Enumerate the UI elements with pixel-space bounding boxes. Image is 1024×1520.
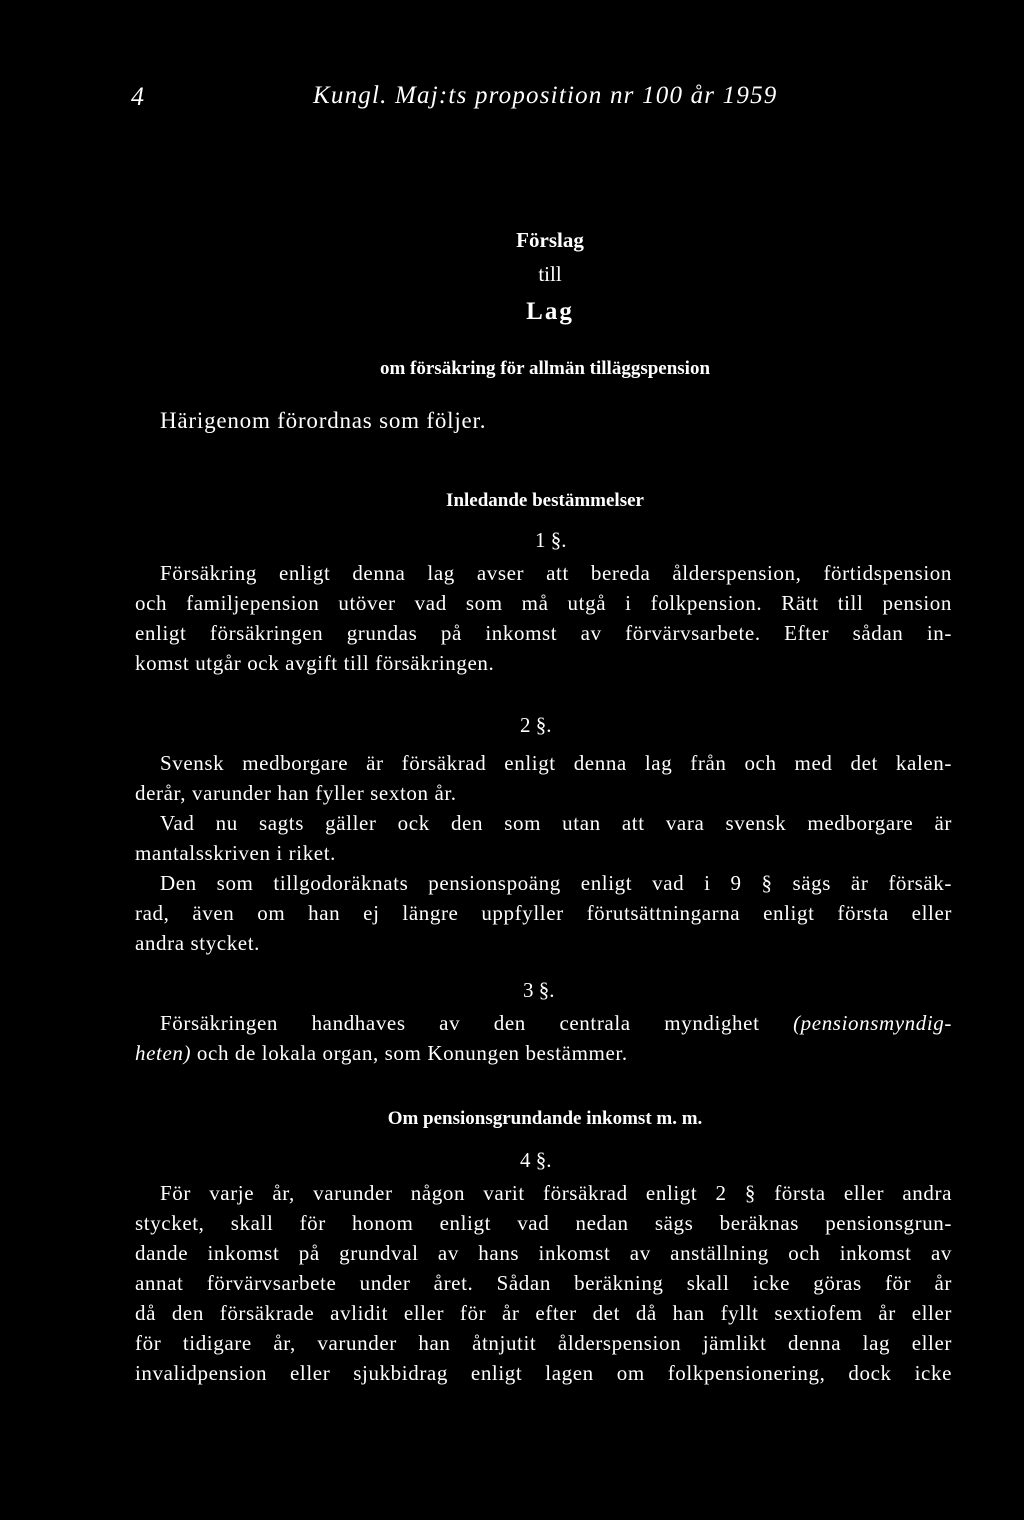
paragraph-line bbox=[135, 1008, 952, 1038]
paragraph-line: andra stycket. bbox=[135, 931, 261, 955]
paragraph-line: stycket, skall för honom enligt vad nedan sägs beräknas pensionsgrun- bbox=[135, 1211, 952, 1235]
running-title: Kungl. Maj:ts proposition nr 100 år 1959 bbox=[313, 82, 778, 109]
paragraph-2 bbox=[135, 748, 952, 958]
paragraph-line: dande inkomst på grundval av hans inkomst av anställning och inkomst av bbox=[135, 1241, 952, 1265]
paragraph-line: och familjepension utöver vad som må utgå i folkpension. Rätt till pension bbox=[135, 591, 952, 615]
paragraph-4 bbox=[135, 1178, 952, 1388]
paragraph-line: Vad nu sagts gäller ock den som utan att vara svensk medborgare är bbox=[160, 811, 952, 835]
paragraph-line: mantalsskriven i riket. bbox=[135, 841, 337, 865]
page-number: 4 bbox=[131, 82, 144, 111]
paragraph-text: Försäkringen handhaves av den centrala myndighet bbox=[160, 1011, 794, 1035]
paragraph-line: För varje år, varunder någon varit försäkrad enligt 2 § första eller andra bbox=[160, 1181, 952, 1205]
paragraph-number-3: 3 §. bbox=[523, 978, 555, 1002]
paragraph-line: invalidpension eller sjukbidrag enligt lagen om folkpensionering, dock icke bbox=[135, 1361, 952, 1385]
paragraph-line: enligt försäkringen grundas på inkomst av förvärvsarbete. Efter sådan in- bbox=[135, 621, 952, 645]
paragraph-line: rad, även om han ej längre uppfyller förutsättningarna enligt första eller bbox=[135, 901, 952, 925]
paragraph-number-2: 2 §. bbox=[520, 713, 552, 737]
proposal-till: till bbox=[538, 262, 562, 286]
paragraph-line: då den försäkrade avlidit eller för år efter det då han fyllt sextiofem år eller bbox=[135, 1301, 952, 1325]
section-heading-pensionsgrundande: Om pensionsgrundande inkomst m. m. bbox=[387, 1108, 703, 1129]
paragraph-number-4: 4 §. bbox=[520, 1148, 552, 1172]
section-heading-inledande: Inledande bestämmelser bbox=[446, 490, 644, 511]
paragraph-italic-term: heten) bbox=[135, 1041, 192, 1065]
paragraph-line: för tidigare år, varunder han åtnjutit ålderspension jämlikt denna lag eller bbox=[135, 1331, 952, 1355]
paragraph-1 bbox=[135, 558, 952, 678]
paragraph-3 bbox=[135, 1008, 952, 1068]
paragraph-number-1: 1 §. bbox=[535, 528, 567, 552]
paragraph-line: derår, varunder han fyller sexton år. bbox=[135, 781, 457, 805]
law-heading: Lag bbox=[526, 298, 574, 325]
paragraph-line: Försäkring enligt denna lag avser att bereda ålderspension, förtidspension bbox=[160, 561, 952, 585]
paragraph-text: och de lokala organ, som Konungen bestämmer. bbox=[191, 1041, 628, 1065]
paragraph-line: komst utgår ock avgift till försäkringen. bbox=[135, 651, 495, 675]
paragraph-line: Svensk medborgare är försäkrad enligt denna lag från och med det kalen- bbox=[160, 751, 952, 775]
proposal-heading: Förslag bbox=[516, 228, 584, 252]
paragraph-line bbox=[135, 1038, 952, 1068]
paragraph-italic-term: (pensionsmyndig- bbox=[793, 1011, 952, 1035]
paragraph-line: annat förvärvsarbete under året. Sådan beräkning skall icke göras för år bbox=[135, 1271, 952, 1295]
intro-text: Härigenom förordnas som följer. bbox=[160, 408, 487, 433]
law-subtitle: om försäkring för allmän tilläggspension bbox=[379, 358, 711, 379]
paragraph-line: Den som tillgodoräknats pensionspoäng enligt vad i 9 § sägs är försäk- bbox=[160, 871, 952, 895]
